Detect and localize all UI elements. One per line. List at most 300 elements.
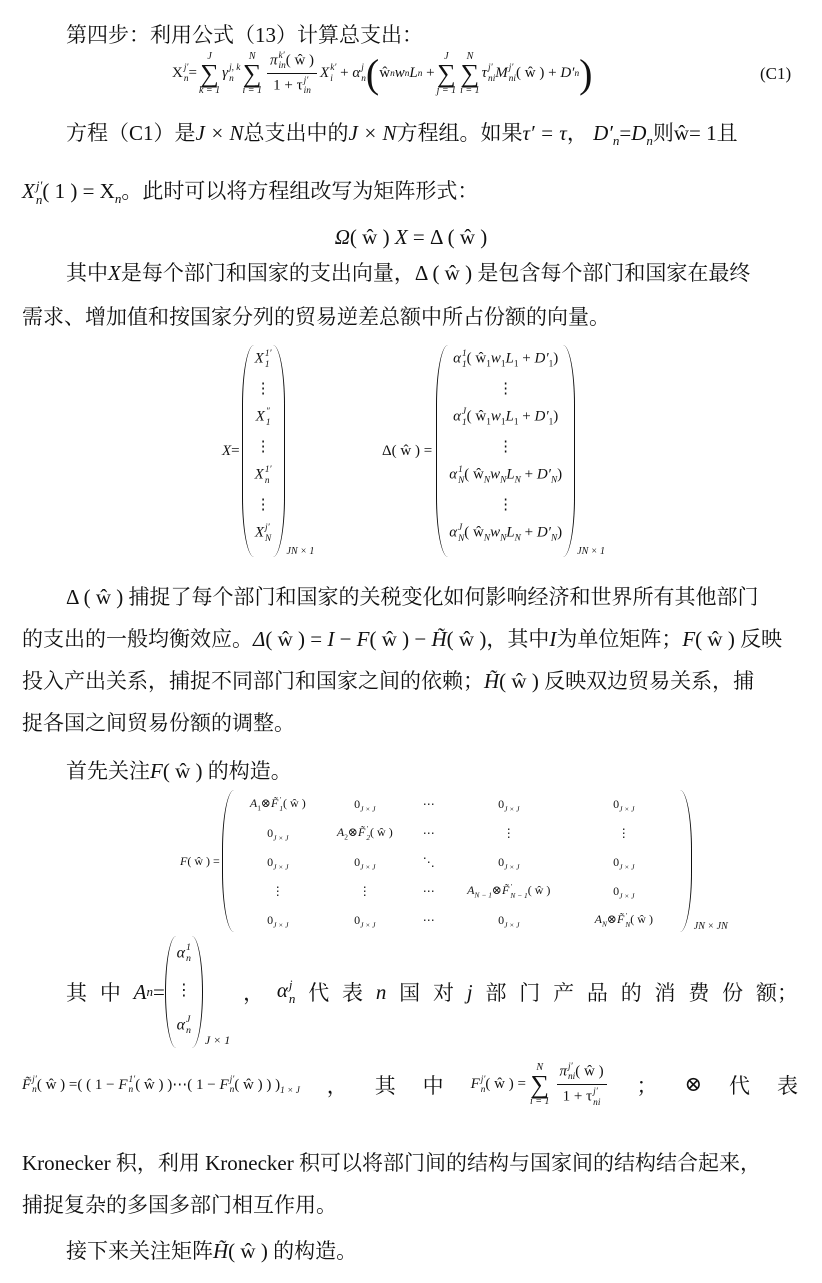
math-token: ( ŵ ) xyxy=(499,669,539,693)
math-token: Ω xyxy=(334,225,350,249)
math-token: 1 xyxy=(548,417,554,428)
math-token: J xyxy=(461,407,467,418)
math-token: 0 xyxy=(354,855,361,869)
math-token: ŵ xyxy=(473,524,484,541)
math-token: j xyxy=(361,63,364,74)
math-token: J × J xyxy=(273,833,289,843)
math-token: L xyxy=(506,524,515,541)
math-token: 1 xyxy=(186,942,191,954)
text: 则 xyxy=(652,121,674,145)
math-token: 0 xyxy=(267,913,274,927)
math-token: n xyxy=(146,984,153,999)
math-token: N − 1 xyxy=(510,890,528,900)
text: 反映 xyxy=(740,627,783,651)
math-token: n xyxy=(35,192,43,208)
math-token: D′ xyxy=(593,121,613,145)
math-token: N xyxy=(514,475,521,486)
matrix-f xyxy=(180,790,728,932)
text: 为单位矩阵； xyxy=(556,627,683,651)
sum-icon: ∑ xyxy=(460,58,480,88)
text: 产 xyxy=(553,981,575,1005)
sum-j xyxy=(437,52,457,96)
math-token: n xyxy=(229,1085,235,1096)
math-token: 1 xyxy=(461,349,467,360)
math-token: N xyxy=(500,533,507,544)
math-token: j′ xyxy=(568,1062,573,1072)
math-token: D xyxy=(631,121,647,145)
math-token: n xyxy=(32,1085,37,1096)
math-token: ŵ xyxy=(475,350,487,367)
math-token: ( ŵ ) xyxy=(391,442,420,459)
vector-delta xyxy=(382,345,605,557)
math-token: H̃ xyxy=(431,627,447,651)
math-token: α xyxy=(176,1016,186,1034)
text: 的 xyxy=(620,981,642,1005)
text: 总支出中的 xyxy=(243,121,349,145)
math-token: 1 × J xyxy=(280,1085,300,1096)
math-token: J × J xyxy=(273,920,289,930)
dimension-label: JN × JN xyxy=(693,921,728,932)
math-token: ⋮ xyxy=(498,439,514,455)
math-token: n xyxy=(186,1025,191,1036)
math-token: 1 + τ xyxy=(273,77,303,94)
math-token: J × J xyxy=(360,862,376,872)
math-token: 1 xyxy=(458,465,463,476)
math-token: α xyxy=(449,466,458,483)
sum-i xyxy=(242,52,262,96)
text: 部 xyxy=(485,981,507,1005)
math-token: ( ŵ ) xyxy=(695,627,735,651)
math-token: X xyxy=(254,466,264,483)
math-token: π xyxy=(559,1063,568,1080)
math-token: ⋯ xyxy=(172,1076,188,1093)
math-token: n xyxy=(612,133,620,149)
text: 方程组。如果 xyxy=(396,121,523,145)
math-token: n xyxy=(375,979,387,1004)
math-token: ( ŵ ) xyxy=(432,261,473,285)
math-token: j′ xyxy=(488,63,493,74)
math-token: X xyxy=(172,65,183,81)
math-token: ⊗ xyxy=(347,825,358,840)
math-token: j′ xyxy=(32,1074,37,1085)
math-token: H̃ xyxy=(484,669,500,693)
math-token: j xyxy=(288,976,293,992)
text: 且 xyxy=(716,121,738,145)
fraction xyxy=(557,1062,607,1108)
math-token: Δ xyxy=(66,585,79,609)
math-token: 1 + τ xyxy=(562,1089,593,1106)
text: 代 xyxy=(729,1073,750,1098)
math-token: ( ŵ ) xyxy=(485,1076,514,1093)
math-token: i = 1 xyxy=(529,1095,550,1107)
math-token: N xyxy=(625,919,631,929)
math-token: n xyxy=(229,73,234,84)
math-token: 1 xyxy=(257,803,261,813)
text: 品 xyxy=(586,981,608,1005)
math-token: n xyxy=(114,191,122,207)
text: 对 xyxy=(432,981,454,1005)
math-token: F̃ xyxy=(357,825,366,840)
math-token: ′ xyxy=(279,795,281,805)
math-token: n xyxy=(646,133,653,149)
text: 表 xyxy=(776,1073,798,1098)
math-token: = xyxy=(412,225,425,249)
math-token: + xyxy=(340,65,349,81)
text: 消 xyxy=(654,981,676,1005)
math-token: J × J xyxy=(360,804,376,814)
dimension-label: JN × 1 xyxy=(577,546,605,557)
math-token: 1′ xyxy=(264,465,272,476)
text: 其中 xyxy=(66,261,108,285)
math-token: = xyxy=(213,853,220,868)
math-token: N xyxy=(536,1061,544,1073)
math-token: j′ xyxy=(265,523,270,534)
dimension-label: JN × 1 xyxy=(286,546,315,557)
math-token: ŵ xyxy=(673,121,690,145)
math-token: n xyxy=(264,475,270,486)
math-token: J × J xyxy=(360,920,376,930)
text: 门 xyxy=(519,981,541,1005)
math-token: A xyxy=(467,883,475,898)
math-token: A xyxy=(594,912,602,927)
sum-icon: ∑ xyxy=(200,58,219,88)
math-token: in xyxy=(303,86,311,97)
matrix-body xyxy=(242,345,285,557)
math-token: D′ xyxy=(536,524,551,541)
math-token: k′ xyxy=(330,63,337,74)
math-token: N xyxy=(248,50,256,62)
math-token: H̃ xyxy=(213,1239,229,1263)
math-token: ni xyxy=(488,73,496,84)
math-token: Δ xyxy=(430,225,443,249)
math-token: 1′ xyxy=(264,349,272,360)
math-token: ′ xyxy=(366,824,368,834)
math-token: n xyxy=(288,991,296,1006)
math-token: N xyxy=(265,533,272,544)
math-token: 1 xyxy=(548,359,554,370)
matrix-body: $A_1\otimes F̃$ ′ 1 ( ŵ ) $0_{J \times J}$ ⋯ $0_{J \times J}$ $0_{J \times J}$ $0_{J \times J}$ $A_2\otimes F̃$ ′ 2 ( ŵ ) ⋯ ⋮ ⋮ $0_{J \times J}$ $0_{J \times J}$ ⋱ $0_{J \times J}$ $0_{J \times J}$ ⋮ ⋮ ⋯ $A_{N - 1}\otimes F̃$ ′ N − 1 ( ŵ ) $0_{J \times J}$ $0_{J \times J}$ $0_{J \times J}$ ⋯ $0_{J \times J}$ $A_N\otimes F̃$ ′ N ( ŵ ) xyxy=(222,790,692,932)
math-token: J × J xyxy=(619,891,635,901)
math-token: − xyxy=(339,627,352,651)
math-token: ( ŵ ) xyxy=(135,1076,164,1093)
text: 其 xyxy=(374,1073,396,1098)
math-token: ⋮ xyxy=(175,982,192,999)
math-token: A xyxy=(336,825,345,840)
math-token: τ′ = τ xyxy=(522,121,567,145)
math-token: N − 1 xyxy=(474,890,492,900)
text: 的支出的一般均衡效应。 xyxy=(22,627,253,651)
math-token: 0 xyxy=(354,913,361,927)
math-token: − xyxy=(414,627,427,651)
math-token: J xyxy=(207,50,212,62)
math-token: ŵ xyxy=(473,466,484,483)
math-token: j′ xyxy=(229,1074,235,1085)
sum-i xyxy=(460,52,480,96)
paragraph-line: 需求、增加值和按国家分列的贸易逆差总额中所占份额的向量。 xyxy=(22,305,610,329)
math-token: 1 xyxy=(513,359,519,370)
math-token: ni xyxy=(568,1072,576,1083)
math-token: N xyxy=(458,533,465,544)
math-token: N xyxy=(601,919,607,929)
math-token: 1 xyxy=(461,417,467,428)
text: 其 xyxy=(66,981,87,1005)
math-token: N xyxy=(483,475,491,486)
math-token: 0 xyxy=(613,855,620,869)
math-token: τ xyxy=(481,65,488,81)
math-token: J × J xyxy=(273,862,289,872)
text: 方程（C1）是 xyxy=(66,121,196,145)
math-token: D′ xyxy=(534,408,549,425)
math-token: F̃ xyxy=(501,883,510,898)
math-token: ( ŵ ) xyxy=(575,1063,604,1080)
math-token: ′ xyxy=(625,911,627,921)
math-token: j′ xyxy=(508,63,514,74)
math-token: i = 1 xyxy=(242,84,262,96)
text: 份 xyxy=(722,981,744,1005)
math-token: = 1 xyxy=(689,121,717,145)
math-token: N xyxy=(500,475,507,486)
math-token: J × J xyxy=(504,804,520,814)
math-token: ⋮ xyxy=(255,497,271,513)
vector-an xyxy=(165,936,203,1048)
math-token: F xyxy=(118,1076,128,1093)
math-token: 0 xyxy=(267,855,274,869)
math-token: J × J xyxy=(619,862,635,872)
math-token: k′ xyxy=(278,50,285,61)
math-token: ( ŵ ) xyxy=(630,912,653,927)
math-token: k = 1 xyxy=(198,84,221,96)
math-token: ( ŵ ) xyxy=(446,627,487,651)
math-token: D′ xyxy=(534,350,549,367)
math-token: X xyxy=(108,261,121,285)
math-token: = xyxy=(231,442,240,459)
paragraph-line xyxy=(66,756,798,786)
text: ， xyxy=(326,1073,348,1098)
text: 。此时可以将方程组改写为矩阵形式： xyxy=(121,179,479,203)
math-token: n xyxy=(390,68,395,79)
math-token: F xyxy=(219,1076,229,1093)
math-token: = xyxy=(423,442,433,459)
math-token: 1 xyxy=(500,417,506,428)
math-token: + xyxy=(426,65,435,81)
text: 的构造。 xyxy=(207,759,292,783)
paragraph-line: 捕捉复杂的多国多部门相互作用。 xyxy=(22,1193,337,1217)
math-token: ⊗ xyxy=(606,912,617,927)
math-token: α xyxy=(352,65,361,81)
math-token: ⋯ xyxy=(422,884,435,898)
math-token: α xyxy=(276,977,288,1002)
math-token: ( ŵ ) xyxy=(228,1239,268,1263)
math-token: F xyxy=(470,1076,480,1093)
text: ， xyxy=(243,981,265,1005)
math-token: 1 xyxy=(461,359,467,370)
math-token: ⊗ xyxy=(260,796,271,811)
math-token: = xyxy=(188,65,197,81)
math-token: F̃ xyxy=(270,796,279,811)
math-token: ⊗ xyxy=(491,883,502,898)
math-token: ŵ xyxy=(379,65,391,81)
math-token: ⋮ xyxy=(498,497,514,513)
math-token: L xyxy=(409,65,418,81)
math-token: ⋮ xyxy=(255,439,271,455)
math-token: ″ xyxy=(265,407,270,418)
paragraph-line: 方程（C1）是J × N总支出中的J × N方程组。如果τ′ = τ， $D'_n=D_n$则ŵ= 1且 xyxy=(66,121,738,149)
math-token: ni xyxy=(593,1097,601,1108)
text: 的构造。 xyxy=(273,1239,358,1263)
text: 接下来关注矩阵 xyxy=(66,1239,213,1263)
math-token: n xyxy=(574,68,580,79)
math-token: L xyxy=(505,408,514,425)
math-token: 1 xyxy=(265,417,271,428)
math-token: X xyxy=(254,524,265,541)
sum-icon: ∑ xyxy=(437,58,456,88)
math-token: n xyxy=(183,73,189,84)
math-token: N xyxy=(458,475,465,486)
math-token: j′ xyxy=(593,1087,598,1098)
text: 国 xyxy=(399,981,421,1005)
math-token: 1′ xyxy=(128,1074,136,1085)
math-token: N xyxy=(550,533,558,544)
math-token: w xyxy=(490,350,501,367)
fraction xyxy=(267,51,317,97)
math-token: J × J xyxy=(504,862,520,872)
text: 是每个部门和国家的支出向量， xyxy=(120,261,415,285)
equation-c1 xyxy=(172,50,592,97)
text: ； xyxy=(636,1073,658,1098)
math-token: Δ xyxy=(414,261,428,285)
sum-icon: ∑ xyxy=(530,1069,549,1099)
matrix-equation xyxy=(0,222,822,252)
matrix-body: α 1 1 ( $ŵ_1w_1L_1 + D'_1$) ⋮ α J 1 ( $ŵ_1w_1L_1 + D'_1$) ⋮ α 1 N ( $ŵ_Nw_NL_N + D'_N$) ⋮ α J N ( $ŵ_Nw_NL_N + D'_N$) xyxy=(436,345,575,557)
math-token: N xyxy=(514,533,521,544)
math-token: 0 xyxy=(613,797,620,811)
math-token: 0 xyxy=(498,855,505,869)
otimes-icon: ⊗ xyxy=(684,1072,703,1097)
paragraph-line xyxy=(66,582,798,612)
paragraph-line: Kronecker 积，利用 Kronecker 积可以将部门间的结构与国家间的结构结合起来， xyxy=(22,1151,761,1175)
math-token: J × J xyxy=(619,804,635,814)
math-token: ( ŵ ) xyxy=(283,796,306,811)
math-token: L xyxy=(505,350,514,367)
math-token: A xyxy=(249,796,258,811)
math-token: w xyxy=(490,524,501,541)
math-token: A xyxy=(133,979,147,1004)
math-token: α xyxy=(453,350,461,367)
math-token: n xyxy=(404,68,410,79)
math-token: 0 xyxy=(498,797,505,811)
math-token: j xyxy=(466,979,473,1004)
math-token: ( 1 ) = X xyxy=(42,179,115,203)
math-token: in xyxy=(278,60,286,71)
math-token: ( ŵ ) xyxy=(162,759,203,783)
math-token: ( ŵ ) xyxy=(83,585,124,609)
math-token: Δ xyxy=(382,442,392,459)
math-token: j′ xyxy=(35,177,43,193)
math-token: ni xyxy=(508,73,517,84)
math-token: D′ xyxy=(536,466,551,483)
paragraph-line xyxy=(22,666,798,696)
text: ，其中 xyxy=(486,627,550,651)
math-token: N xyxy=(550,475,558,486)
math-token: i xyxy=(330,73,333,84)
math-token: ⋮ xyxy=(498,381,514,397)
math-token: ( ŵ ) xyxy=(234,1076,263,1093)
math-token: n xyxy=(128,1085,134,1096)
math-token: F xyxy=(356,627,370,651)
math-token: ) xyxy=(579,51,593,96)
math-token: F xyxy=(682,627,696,651)
paragraph-line xyxy=(66,1236,798,1266)
math-token: F̃ xyxy=(616,912,625,927)
text: 投入产出关系，捕捉不同部门和国家之间的依赖； xyxy=(22,669,484,693)
text: 中 xyxy=(422,1073,444,1098)
math-token: X xyxy=(320,65,330,81)
math-token: 1 xyxy=(486,359,491,370)
math-token: X xyxy=(255,408,265,425)
math-token: D′ xyxy=(560,65,575,81)
math-token: M xyxy=(495,65,508,81)
math-token: F xyxy=(150,759,163,783)
text: 首先关注 xyxy=(66,759,150,783)
math-token: ( xyxy=(365,51,380,96)
math-token: ⋮ xyxy=(502,826,515,840)
math-token: ( ŵ ) xyxy=(369,627,410,651)
math-token: F xyxy=(180,853,188,868)
an-definition-line: 其 中 A n = α 1 n ⋮ α J n J × 1 ， α j n 代 表 n 国 对 j 部 门 产 品 的 消 费 份 额； xyxy=(66,936,798,1048)
sum-icon: ∑ xyxy=(242,58,262,88)
math-token: X xyxy=(22,179,35,203)
math-token: ⋯ xyxy=(422,913,435,927)
math-token: ( ŵ ) xyxy=(516,65,545,81)
text: 额； xyxy=(755,981,798,1005)
math-token: ( ŵ ) xyxy=(349,225,390,249)
math-token: w xyxy=(394,65,405,81)
math-token: 1 xyxy=(279,803,284,813)
math-token: γ xyxy=(222,65,229,81)
math-token: X xyxy=(254,350,264,367)
math-token: w xyxy=(490,466,501,483)
math-token: J xyxy=(444,50,449,62)
step4-heading: 第四步：利用公式（13）计算总支出： xyxy=(66,23,423,47)
math-token: 1 xyxy=(513,417,519,428)
math-token: X xyxy=(394,225,408,249)
math-token: F̃ xyxy=(22,1076,32,1093)
math-token: j′ xyxy=(303,76,309,86)
paragraph-line xyxy=(22,176,798,208)
text: 反映双边贸易关系，捕 xyxy=(544,669,755,693)
text: 费 xyxy=(688,981,710,1005)
math-token: w xyxy=(490,408,501,425)
text: 代 xyxy=(308,981,330,1005)
math-token: π xyxy=(269,52,278,69)
math-token: α xyxy=(449,524,458,541)
paragraph-line: 捉各国之间贸易份额的调整。 xyxy=(22,711,295,735)
paragraph-line: 的支出的一般均衡效应。Δ( ŵ ) = I − F( ŵ ) − H̃( ŵ )，其中I为单位矩阵；F( ŵ ) 反映 xyxy=(22,627,783,651)
math-token: ⋱ xyxy=(422,855,435,869)
math-token: j, k xyxy=(229,63,241,74)
math-token: N xyxy=(483,533,491,544)
math-token: X xyxy=(222,442,232,459)
math-token: α xyxy=(453,408,461,425)
math-token: J xyxy=(458,523,463,534)
math-token: 1 xyxy=(264,359,270,370)
text: 是包含每个部门和国家在最终 xyxy=(477,261,751,285)
math-token: ⋮ xyxy=(271,884,284,898)
math-token: ( ŵ ) xyxy=(187,853,211,868)
math-token: ′ xyxy=(510,882,512,892)
math-token: α xyxy=(176,944,186,962)
math-token: I xyxy=(327,627,335,651)
